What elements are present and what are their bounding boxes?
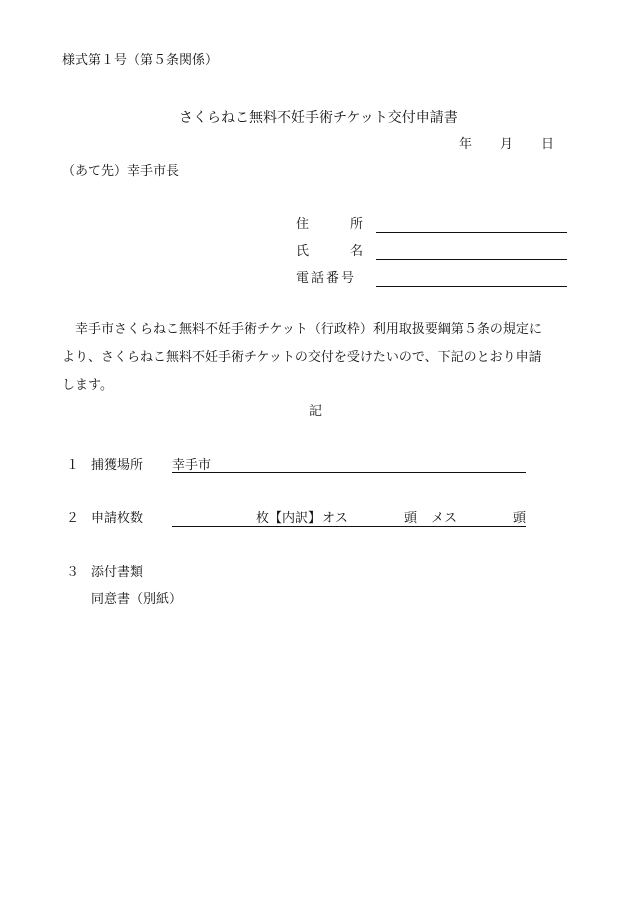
document-title: さくらねこ無料不妊手術チケット交付申請書: [179, 110, 458, 126]
item3-label: 添付書類: [91, 565, 144, 580]
male-unit: 頭: [404, 511, 418, 526]
address-field[interactable]: [376, 232, 567, 233]
date-year-label: 年: [459, 137, 473, 152]
item1-label: 捕獲場所: [91, 458, 144, 473]
name-field[interactable]: [376, 259, 567, 260]
item2-number: ２: [66, 511, 80, 526]
body-line-2: より、さくらねこ無料不妊手術チケットの交付を受けたいので、下記のとおり申請: [62, 350, 542, 365]
item2-label: 申請枚数: [91, 511, 144, 526]
phone-label: 電話番号: [296, 271, 357, 286]
name-label-char2: 名: [350, 244, 364, 259]
body-line-1: 幸手市さくらねこ無料不妊手術チケット（行政枠）利用取扱要綱第５条の規定に: [62, 322, 542, 337]
addressee: （あて先）幸手市長: [62, 164, 180, 179]
breakdown-label: 【内訳】: [269, 511, 322, 526]
date-month-label: 月: [500, 137, 514, 152]
female-label: メス: [431, 511, 458, 526]
body-line-3: します。: [62, 378, 113, 393]
attachment-consent-form: 同意書（別紙）: [91, 592, 183, 607]
address-label-char2: 所: [350, 217, 364, 232]
address-label-char1: 住: [296, 217, 310, 232]
phone-field[interactable]: [376, 286, 567, 287]
ticket-count-unit: 枚: [256, 511, 270, 526]
name-label-char1: 氏: [296, 244, 310, 259]
ticket-count-field[interactable]: [172, 526, 526, 527]
date-day-label: 日: [541, 137, 555, 152]
form-number: 様式第１号（第５条関係）: [62, 53, 219, 68]
capture-location-value: 幸手市: [172, 458, 212, 473]
capture-location-field[interactable]: [172, 472, 526, 473]
item3-number: ３: [66, 565, 80, 580]
female-unit: 頭: [513, 511, 527, 526]
ki-heading: 記: [309, 404, 323, 419]
male-label: オス: [322, 511, 348, 526]
item1-number: １: [66, 458, 80, 473]
